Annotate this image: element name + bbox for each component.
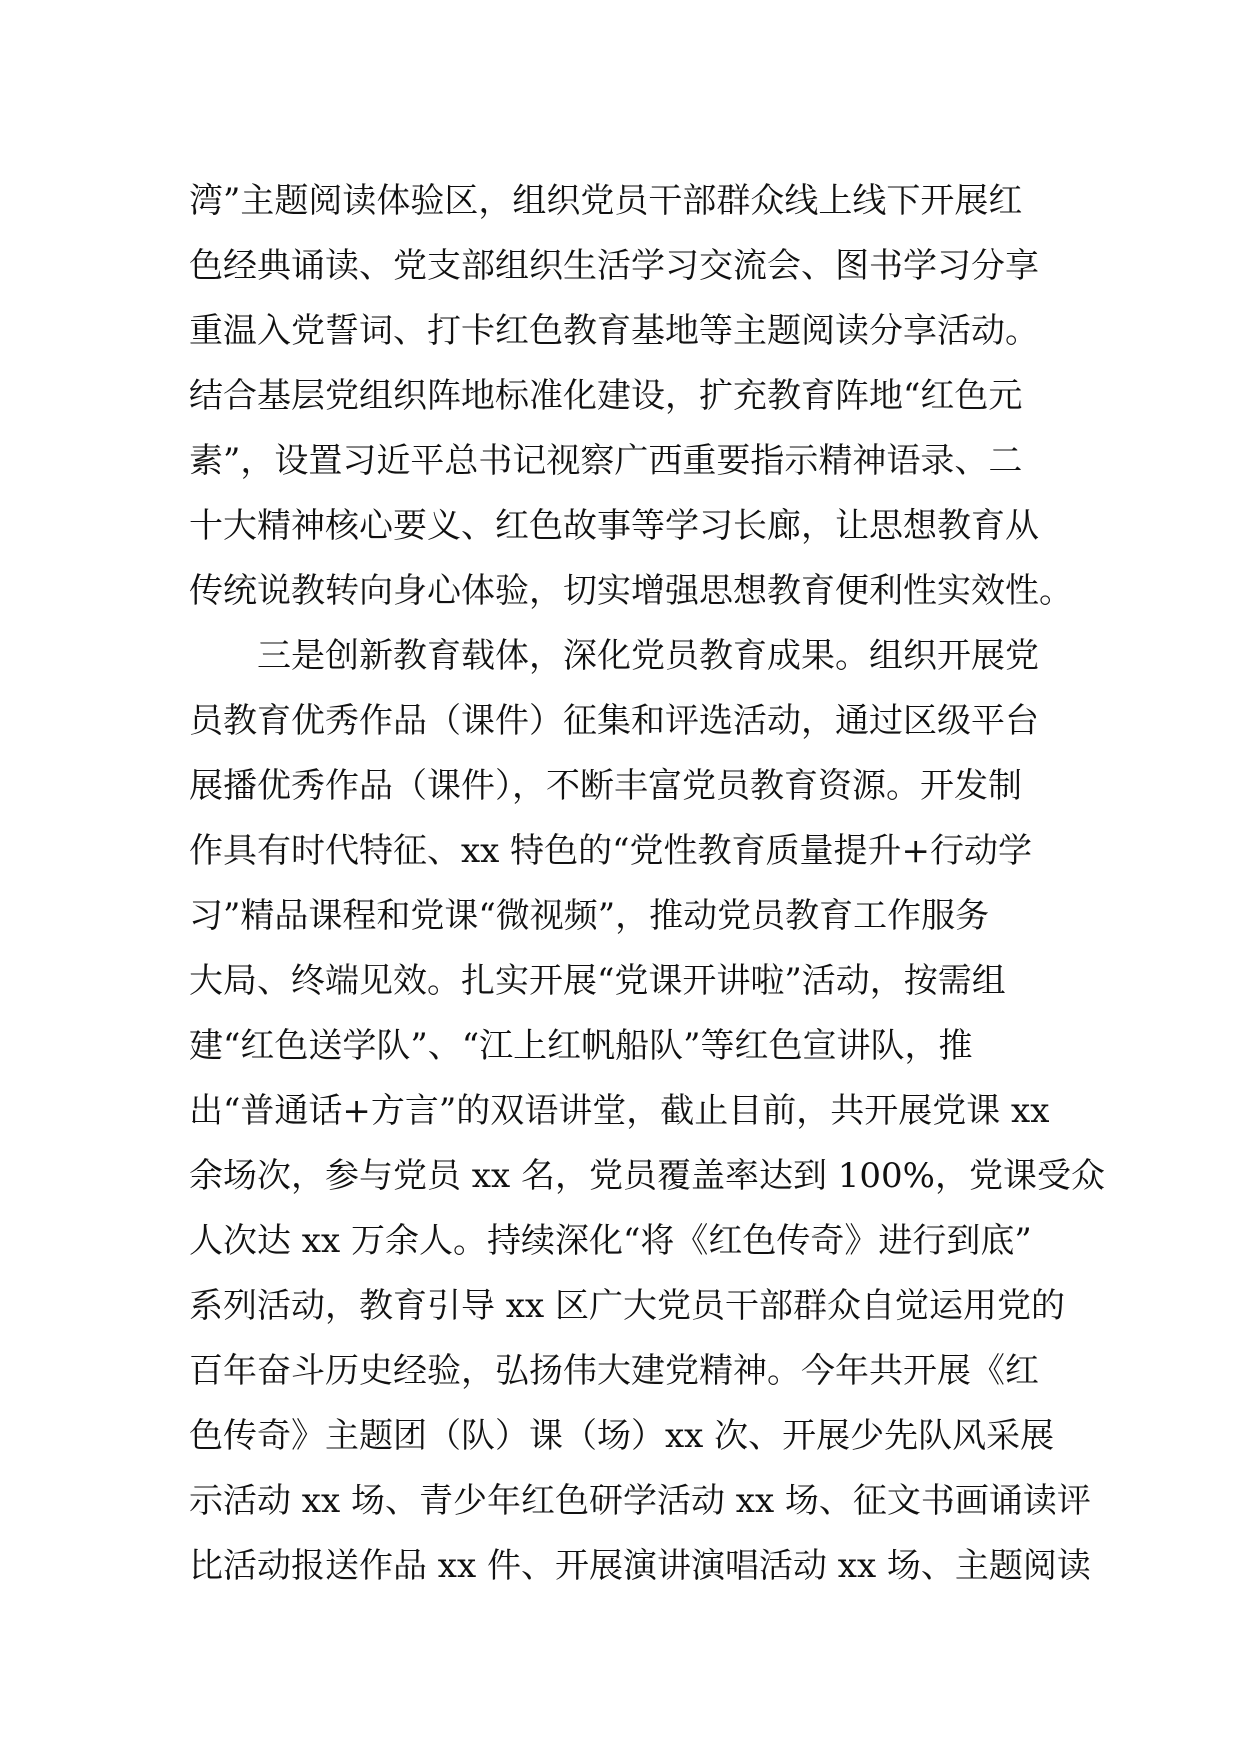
text-line: 员教育优秀作品（课件）征集和评选活动，通过区级平台 [189,701,1039,741]
text-line: 示活动 xx 场、青少年红色研学活动 xx 场、征文书画诵读评 [189,1481,1091,1521]
text-line: 系列活动，教育引导 xx 区广大党员干部群众自觉运用党的 [189,1286,1065,1326]
text-line: 人次达 xx 万余人。持续深化“将《红色传奇》进行到底” [189,1221,1032,1261]
text-line: 展播优秀作品（课件），不断丰富党员教育资源。开发制 [189,766,1022,806]
text-line: 出“普通话+方言”的双语讲堂，截止目前，共开展党课 xx [189,1091,1050,1131]
text-line: 素”，设置习近平总书记视察广西重要指示精神语录、二 [189,441,1023,481]
text-line: 大局、终端见效。扎实开展“党课开讲啦”活动，按需组 [189,961,1006,1001]
paragraph-first-line: 三是创新教育载体，深化党员教育成果。组织开展党 [257,636,1039,676]
text-line: 十大精神核心要义、红色故事等学习长廊，让思想教育从 [189,506,1039,546]
text-line: 建“红色送学队”、“江上红帆船队”等红色宣讲队，推 [189,1026,973,1066]
text-line: 余场次，参与党员 xx 名，党员覆盖率达到 100%，党课受众 [189,1156,1105,1196]
text-line: 重温入党誓词、打卡红色教育基地等主题阅读分享活动。 [189,311,1039,351]
text-line: 结合基层党组织阵地标准化建设，扩充教育阵地“红色元 [189,376,1023,416]
text-line: 湾”主题阅读体验区，组织党员干部群众线上线下开展红 [189,181,1023,221]
text-line: 百年奋斗历史经验，弘扬伟大建党精神。今年共开展《红 [189,1351,1039,1391]
text-line: 传统说教转向身心体验，切实增强思想教育便利性实效性。 [189,571,1073,611]
text-line: 色传奇》主题团（队）课（场）xx 次、开展少先队风采展 [189,1416,1055,1456]
text-line: 比活动报送作品 xx 件、开展演讲演唱活动 xx 场、主题阅读 [189,1546,1091,1586]
text-line: 习”精品课程和党课“微视频”，推动党员教育工作服务 [189,896,990,936]
text-line: 色经典诵读、党支部组织生活学习交流会、图书学习分享 [189,246,1039,286]
text-line: 作具有时代特征、xx 特色的“党性教育质量提升+行动学 [189,831,1033,871]
